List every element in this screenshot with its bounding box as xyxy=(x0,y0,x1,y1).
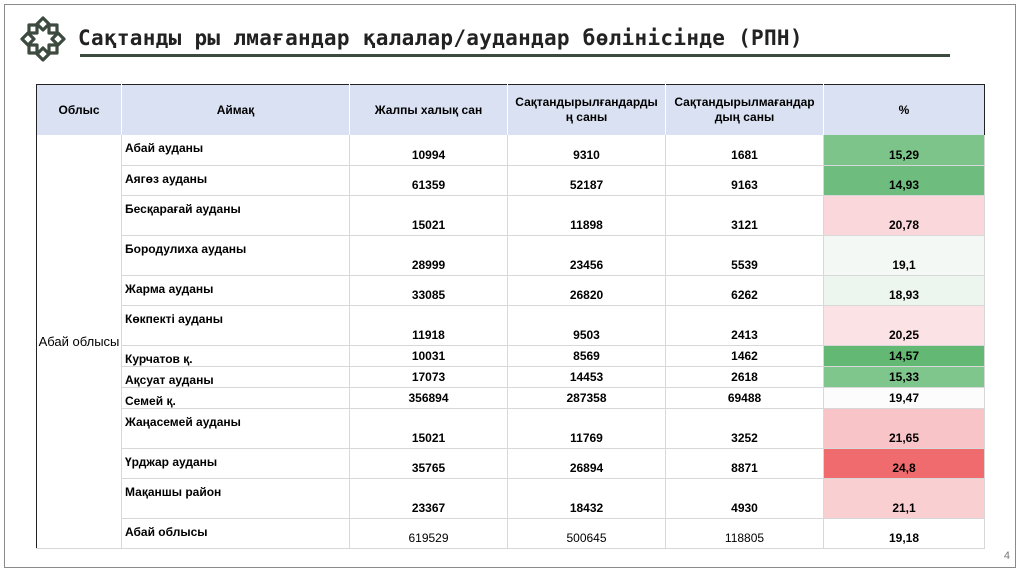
slide-title: Сақтанды ры лмағандар қалалар/аудандар бөлінісінде (РПН) xyxy=(78,26,803,50)
header-insured-count: Сақтандырылғандарды ң саны xyxy=(508,85,666,136)
insured-count-cell: 8569 xyxy=(508,345,666,366)
table-row xyxy=(37,275,985,305)
page-number: 4 xyxy=(1003,550,1010,562)
table-row xyxy=(37,235,985,275)
district-name-cell: Үрджар ауданы xyxy=(122,448,350,478)
table-row xyxy=(37,165,985,195)
insured-count-cell: 18432 xyxy=(508,478,666,518)
percent-cell: 20,78 xyxy=(824,195,985,235)
district-name-cell: Көкпекті ауданы xyxy=(122,305,350,345)
total-population-cell: 35765 xyxy=(350,448,508,478)
uninsured-count-cell: 5539 xyxy=(666,235,824,275)
insured-count-cell: 9310 xyxy=(508,135,666,165)
insured-count-cell: 287358 xyxy=(508,387,666,408)
insurance-table xyxy=(36,84,985,549)
percent-cell: 14,57 xyxy=(824,345,985,366)
total-population-cell: 11918 xyxy=(350,305,508,345)
percent-cell: 19,18 xyxy=(824,518,985,548)
insured-count-cell: 11898 xyxy=(508,195,666,235)
uninsured-count-cell: 1681 xyxy=(666,135,824,165)
header-uninsured-count: Сақтандырылмағандар дың саны xyxy=(666,85,824,136)
insured-count-cell: 500645 xyxy=(508,518,666,548)
insured-count-cell: 26894 xyxy=(508,448,666,478)
header-region: Облыс xyxy=(37,85,122,136)
district-name-cell: Абай ауданы xyxy=(122,135,350,165)
total-population-cell: 10031 xyxy=(350,345,508,366)
uninsured-count-cell: 1462 xyxy=(666,345,824,366)
percent-cell: 21,65 xyxy=(824,408,985,448)
uninsured-count-cell: 69488 xyxy=(666,387,824,408)
district-name-cell: Жарма ауданы xyxy=(122,275,350,305)
insured-count-cell: 23456 xyxy=(508,235,666,275)
total-population-cell: 619529 xyxy=(350,518,508,548)
uninsured-count-cell: 118805 xyxy=(666,518,824,548)
percent-cell: 19,1 xyxy=(824,235,985,275)
uninsured-count-cell: 6262 xyxy=(666,275,824,305)
total-population-cell: 61359 xyxy=(350,165,508,195)
total-population-cell: 28999 xyxy=(350,235,508,275)
percent-cell: 24,8 xyxy=(824,448,985,478)
header-percent: % xyxy=(824,85,985,136)
table-row xyxy=(37,478,985,518)
district-name-cell: Семей қ. xyxy=(122,387,350,408)
percent-cell: 15,29 xyxy=(824,135,985,165)
table-row xyxy=(37,408,985,448)
district-name-cell: Жаңасемей ауданы xyxy=(122,408,350,448)
table-row xyxy=(37,366,985,387)
insured-count-cell: 14453 xyxy=(508,366,666,387)
total-population-cell: 10994 xyxy=(350,135,508,165)
district-name-cell: Бесқарағай ауданы xyxy=(122,195,350,235)
percent-cell: 21,1 xyxy=(824,478,985,518)
total-population-cell: 33085 xyxy=(350,275,508,305)
district-name-cell: Абай облысы xyxy=(122,518,350,548)
uninsured-count-cell: 2618 xyxy=(666,366,824,387)
uninsured-count-cell: 9163 xyxy=(666,165,824,195)
table-row xyxy=(37,518,985,548)
total-population-cell: 15021 xyxy=(350,408,508,448)
total-population-cell: 356894 xyxy=(350,387,508,408)
percent-cell: 19,47 xyxy=(824,387,985,408)
percent-cell: 18,93 xyxy=(824,275,985,305)
percent-cell: 20,25 xyxy=(824,305,985,345)
title-underline xyxy=(80,54,950,57)
total-population-cell: 15021 xyxy=(350,195,508,235)
uninsured-count-cell: 4930 xyxy=(666,478,824,518)
uninsured-count-cell: 3252 xyxy=(666,408,824,448)
table-row xyxy=(37,135,985,165)
district-name-cell: Бородулиха ауданы xyxy=(122,235,350,275)
uninsured-count-cell: 2413 xyxy=(666,305,824,345)
insured-count-cell: 26820 xyxy=(508,275,666,305)
table-row xyxy=(37,195,985,235)
table-row xyxy=(37,345,985,366)
total-population-cell: 23367 xyxy=(350,478,508,518)
region-cell: Абай облысы xyxy=(37,135,122,548)
header-total-population: Жалпы халық сан xyxy=(350,85,508,136)
percent-cell: 14,93 xyxy=(824,165,985,195)
uninsured-count-cell: 8871 xyxy=(666,448,824,478)
district-name-cell: Ақсуат ауданы xyxy=(122,366,350,387)
table-row xyxy=(37,387,985,408)
header-district: Аймақ xyxy=(122,85,350,136)
table-header-row xyxy=(37,85,985,136)
insured-count-cell: 11769 xyxy=(508,408,666,448)
uninsured-count-cell: 3121 xyxy=(666,195,824,235)
table-row xyxy=(37,448,985,478)
table-body xyxy=(37,135,985,548)
insured-count-cell: 52187 xyxy=(508,165,666,195)
table-row xyxy=(37,305,985,345)
district-name-cell: Курчатов қ. xyxy=(122,345,350,366)
total-population-cell: 17073 xyxy=(350,366,508,387)
district-name-cell: Мақаншы район xyxy=(122,478,350,518)
logo-icon xyxy=(18,14,68,64)
insured-count-cell: 9503 xyxy=(508,305,666,345)
district-name-cell: Аягөз ауданы xyxy=(122,165,350,195)
percent-cell: 15,33 xyxy=(824,366,985,387)
